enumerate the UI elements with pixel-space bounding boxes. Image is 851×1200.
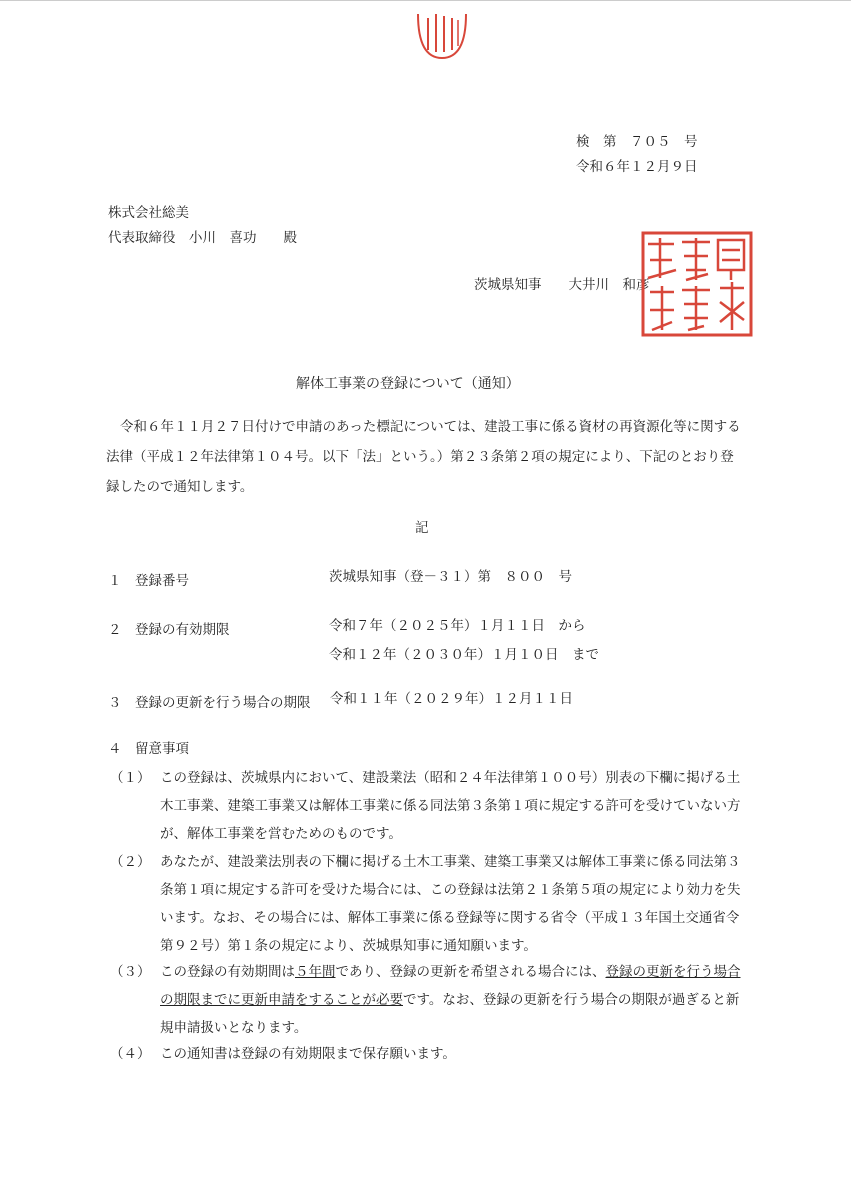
document-number: 検 第 ７０５ 号 xyxy=(576,134,698,150)
document-number-block xyxy=(576,130,741,180)
item-validity-label: ２ 登録の有効期限 xyxy=(108,622,230,638)
item-registration-number-label: １ 登録番号 xyxy=(108,573,189,589)
note-3-text-e: です。なお、登録の更新を行う場合の期限が過ぎると新規申請扱いとなります。 xyxy=(160,992,740,1036)
item-renewal-deadline-label: ３ 登録の更新を行う場合の期限 xyxy=(108,695,311,711)
item-registration-number-value: 茨城県知事（登－３１）第 ８００ 号 xyxy=(329,569,572,585)
note-4 xyxy=(110,1040,750,1068)
notes-heading: ４ 留意事項 xyxy=(108,741,189,757)
note-1 xyxy=(110,764,750,848)
note-3-text xyxy=(110,958,750,1042)
intro-paragraph: 令和６年１１月２７日付けで申請のあった標記については、建設工事に係る資材の再資源化等に関する法律（平成１２年法律第１０４号。以下「法」という。）第２３条第２項の規定により、下記のとおり登録したので通知します。 xyxy=(106,419,741,495)
note-3-renewal-requirement: 登録の更新を行う場合の期限までに更新申請をすることが必要 xyxy=(160,964,741,1008)
note-4-number: （４） xyxy=(110,1046,151,1062)
governor-official-seal xyxy=(640,230,754,338)
item-renewal-deadline-value: 令和１１年（２０２９年）１２月１１日 xyxy=(330,691,573,707)
item-validity-value: 令和７年（２０２５年）１月１１日 から 令和１２年（２０３０年）１月１０日 まで xyxy=(329,618,599,663)
note-3-five-years: ５年間 xyxy=(295,964,336,980)
note-2 xyxy=(110,848,750,960)
note-3 xyxy=(110,958,750,1042)
recipient-representative: 代表取締役 小川 喜功 殿 xyxy=(108,230,297,246)
note-1-text: この登録は、茨城県内において、建設業法（昭和２４年法律第１００号）別表の下欄に掲げる土木工事業、建築工事業又は解体工事業に係る同法第３条第１項に規定する許可を受けていない方が、解体工事業を営むためのものです。 xyxy=(160,770,741,842)
subject-title: 解体工事業の登録について（通知） xyxy=(296,376,520,392)
page-top-edge xyxy=(0,0,851,1)
recipient-company: 株式会社総美 xyxy=(108,205,189,221)
note-3-text-a: この登録の有効期間は xyxy=(160,964,295,980)
note-3-number: （３） xyxy=(110,964,151,980)
note-4-text: この通知書は登録の有効期限まで保存願います。 xyxy=(160,1046,456,1062)
receipt-stamp xyxy=(414,10,470,62)
sender-name: 茨城県知事 大井川 和彦 xyxy=(474,277,650,293)
note-3-text-c: であり、登録の更新を希望される場合には、 xyxy=(335,964,606,980)
note-2-text: あなたが、建設業法別表の下欄に掲げる土木工事業、建築工事業又は解体工事業に係る同法第３条第１項に規定する許可を受けた場合には、この登録は法第２１条第５項の規定により効力を失います。なお、その場合には、解体工事業に係る登録等に関する省令（平成１３年国土交通省令第９２号）第１条の規定により、茨城県知事に通知願います。 xyxy=(160,854,741,954)
ki-heading: 記 xyxy=(415,520,429,536)
note-1-number: （１） xyxy=(110,770,151,786)
note-2-number: （２） xyxy=(110,854,151,870)
document-date: 令和６年１２月９日 xyxy=(576,159,698,175)
